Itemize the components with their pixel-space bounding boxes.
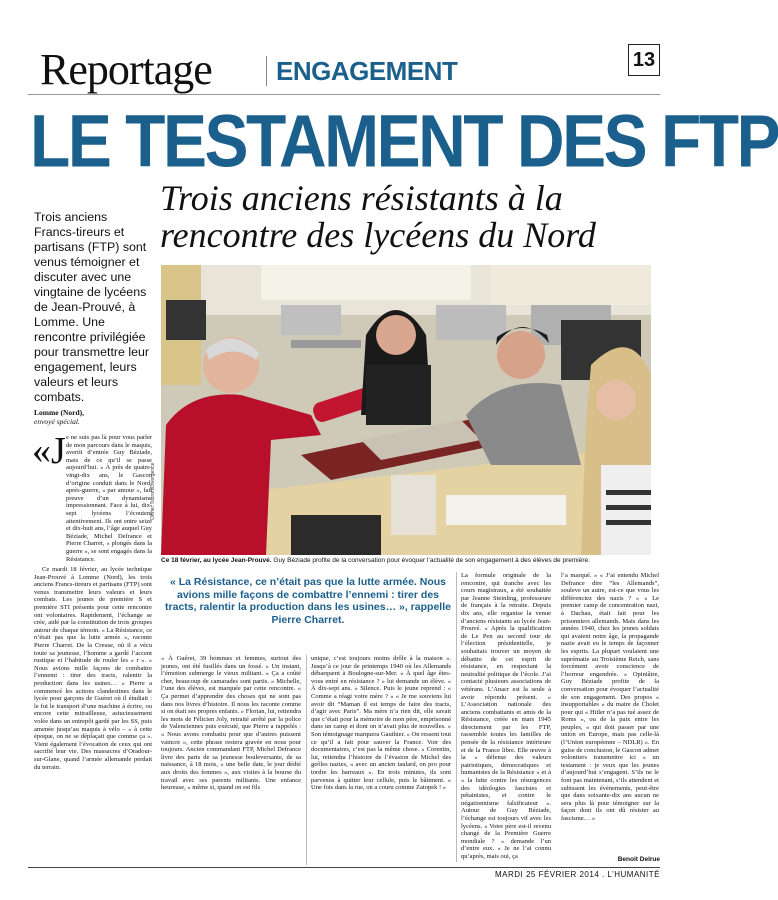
body-column-1	[32, 430, 152, 864]
body-paragraph: Ce mardi 18 février, au lycée technique Jean-Prouvé à Lomme (Nord), les trois anciens Francs-tireurs et partisans (FTP) sont venus transmettre leurs valeurs et leurs combats. Les jeunes de première S et première STI présents pour cette rencontre ont volontaires. Rapidement, l’échange se crée, aidé par la constitution de trois groupes autour de chaque témoin. « La Résistance, ce n’était pas que la lutte armée », raconte Pierre Charret. De la Creuse, où il a vécu toute sa jeunesse, l’homme a gardé l’accent rustique et l’habitude de rouler les « r ». « Nous avions mille façons de combattre l’ennemi : tirer des tracts, ralentir la production dans les usines… » Pierre a commencé les actions clandestines dans le lycée pour garçons de Guéret où il étudiait : le fut le transport d’une machine à écrire, ou encore cette mitrailleuse, astucieusement volée dans un entrepôt gardé par les SS, puis amenée jusqu’au maquis à vélo – « à cette époque, on ne se déplaçait que comme ça ». Vient également l’évocation de ceux qui ont sacrifié leur vie. Des massacres d’Oradour-sur-Glane, quand l’armée allemande perdait du terrain.	[34, 566, 152, 771]
article-photo	[161, 265, 651, 555]
dateline	[34, 408, 152, 426]
pull-quote: « La Résistance, ce n’était pas que la lutte armée. Nous avions mille façons de combattre l’ennemi : tirer des tracts, ralentir la production dans les usines… », rappelle Pierre Charret.	[165, 576, 451, 626]
lead-paragraph: Trois anciens Francs-tireurs et partisans (FTP) sont venus témoigner et discuter avec une vingtaine de lycéens de Jean-Prouvé, à Lomme. Une rencontre privilégiée pour transmettre leur engagement, leurs valeurs et leurs combats.	[34, 210, 150, 404]
body-column-3: unique, c’est toujours moins drôle à la maison ». Jusqu’à ce jour de printemps 1940 où les Allemands débarquent à Boulogne-sur-Mer. « À quel âge êtes-vous entré en résistance ? » lui demande un élève. « À dix-sept ans. » Silence. Puis le jeune reprend : « Comme a réagi votre mère ? » « Je me souviens lui avoir dit “Maman il est temps de faire des tracts, d’agir avec Paris”. Ma mère n’a rien dit, elle savait que c’était pour la mémoire de mon père, emprisonné dans un camp et dont on n’avait plus de nouvelles. » Son témoignage marquera Gauthier. « On ressent tout ce qu’il a fait pour sauver la France. Voir des documentaires, c’est pas la même chose. » Corentin, lui, retiendra l’histoire de l’évasion de Michel des geôles nazies, « avec un ancien taulard, on pro pour tordre les barreaux ». En trois minutes, ils sont parvenus à quitter leur cellule, puis le bâtiment. « Une fois dans la rue, on a couru comme Zatopek ! »	[311, 655, 451, 792]
section-label: ENGAGEMENT	[276, 56, 458, 86]
headline: LE TESTAMENT DES FTP	[30, 99, 778, 182]
photo-caption	[161, 557, 651, 565]
dateline-place: Lomme (Nord),	[34, 408, 84, 417]
caption-text: Guy Béziade profite de la conversation pour évoquer l’actualité de son engagement à des élèves de première.	[271, 557, 590, 564]
classroom-photo	[161, 265, 651, 555]
body-paragraph: e ne suis pas là pour vous parler de mon parcours dans le maquis, avertit d’entrée Guy Béziade, mais de ce qu’il se passe aujourd’hui. » À près de quatre-vingt-dix ans, le Gascon d’origine conduit dans le Nord, après-guerre, « par amour », fait preuve d’un dynamisme impressionnant. Face à lui, dix-sept lycéens l’écoutent attentivement. Ils ont entre seize et dix-huit ans, l’âge auquel Guy Béziade, Michel Defrance et Pierre Charret, « plongés dans la guerre », se sont engagés dans la Résistance.	[66, 434, 152, 563]
column-divider	[306, 655, 307, 865]
footer-rule	[28, 867, 660, 868]
caption-lead: Ce 18 février, au lycée Jean-Prouvé.	[161, 557, 272, 564]
subheadline: Trois anciens résistants à la rencontre des lycéens du Nord	[160, 178, 596, 255]
dateline-role: envoyé spécial.	[34, 417, 80, 426]
body-column-4: La formule originale de la rencontre, qui tranche avec les cours magistraux, a été souhaitée par Jeanne Steinling, professeure de français à la retraite. Depuis dix ans, elle organise la venue d’anciens résistants au lycée Jean-Prouvé. « Après la qualification de Le Pen au second tour de l’élection présidentielle, je souhaitais trouver un moyen de débattre de cet esprit de résistance, en respectant la neutralité politique de l’école. J’ai contacté plusieurs associations de vétérans. L’Anacr est la seule à avoir répondu présent. » L’Association nationale des anciens combattants et amis de la Résistance, créée en mars 1945 directement par les FTP, rassemble toutes les familles de pensée de la résistance intérieure et de la France libre. Elle œuvre à la « défense des valeurs patriotiques, démocratiques et humanistes de la Résistance » et à « la lutte contre les résurgences des idéologies fascistes et pétainistes, et contre le négationnisme falsificateur ». Autour de Guy Béziade, l’échange est toujours vif avec les lycéens. « Votre père est-il revenu changé de la Première Guerre mondiale ? » demande l’un d’entre eux. « Je ne l’ai connu qu’après, mais oui, ça	[461, 572, 551, 860]
page-header	[28, 46, 660, 92]
header-rule	[28, 94, 660, 95]
body-column-5: l’a marqué. » « J’ai entendu Michel Defrance dire “les Allemands”, souleve un autre, est-ce que vous les différenciez des nazis ? » « Le premier camp de concentration nazi, à Dachau, était fait pour les prisonniers allemands. Mais dans les années 1940, chez les jeunes soldats qui avaient notre âge, la propagande nazie avait eu le temps de façonner les esprits. La plupart voulaient une suprématie au Troisième Reich, sans forcément avoir conscience de l’horreur engendrée. » Opiniâtre, Guy Béziade profite de la conversation pour évoquer l’actualité de son engagement. Des propos « insupportables » du maire de Cholet pour qui « Hitler n’a pas tué assez de Roms », ou de la paix entre les peuples, « qui doit passer par une union en Europe, mais pas celle-là (l’Union européenne – NDLR) ». En guise de conclusion, le Gascon admet volontiers transmettre ici « un testament : je veux que les jeunes d’aujourd’hui s’engagent. S’ils ne le font pas maintenant, s’ils attendent et subissent les événements, peut-être que dans soixante-dix ans aucun ne sera plus là pour témoigner sur la façon dont ils ont dû résister au fascisme… »	[561, 572, 659, 822]
photo-credit: Olivier Touron/Divergence	[150, 462, 156, 520]
column-divider	[456, 572, 457, 862]
rubric-title: Reportage	[40, 45, 212, 94]
page-number: 13	[628, 44, 660, 76]
author-signature: Benoit Delrue	[617, 856, 660, 863]
drop-cap: «J	[32, 430, 66, 472]
page-footer: MARDI 25 FÉVRIER 2014 . L’HUMANITÉ	[494, 870, 660, 879]
body-column-2: « À Guéret, 39 hommes et femmes, surtout des jeunes, ont été fusillés dans un fossé. » Un instant, l’émotion submerge le vieux militant. « Ça a coûté cher, beaucoup de camarades sont partis. » Michelle, l’une des élèves, est marquée par cette rencontre. « Ça permet d’apprendre des choses qui ne sont pas dans nos livres d’histoire. Il nous les raconte comme si on était ses propres enfants. » Florian, lui, retiendra les mots de Félicien Joly, retraité arrêté par la police de Valenciennes puis exécuté, que Pierre a rappelés : « Nous avons combattu pour que d’autres puissent vaincre », cette phrase restera gravée en nous pour toujours. Ancien commandant FTP, Michel Defrance livre des parts de sa jeunesse bouleversante, de sa naissance, à 18 mois, « une belle date, le jour dédié aux droits des femmes », aux visites à la bourse du travail avec ses parents militants. Une enfance heureuse, « même si, quand on est fils	[161, 655, 301, 792]
header-divider	[266, 56, 267, 86]
